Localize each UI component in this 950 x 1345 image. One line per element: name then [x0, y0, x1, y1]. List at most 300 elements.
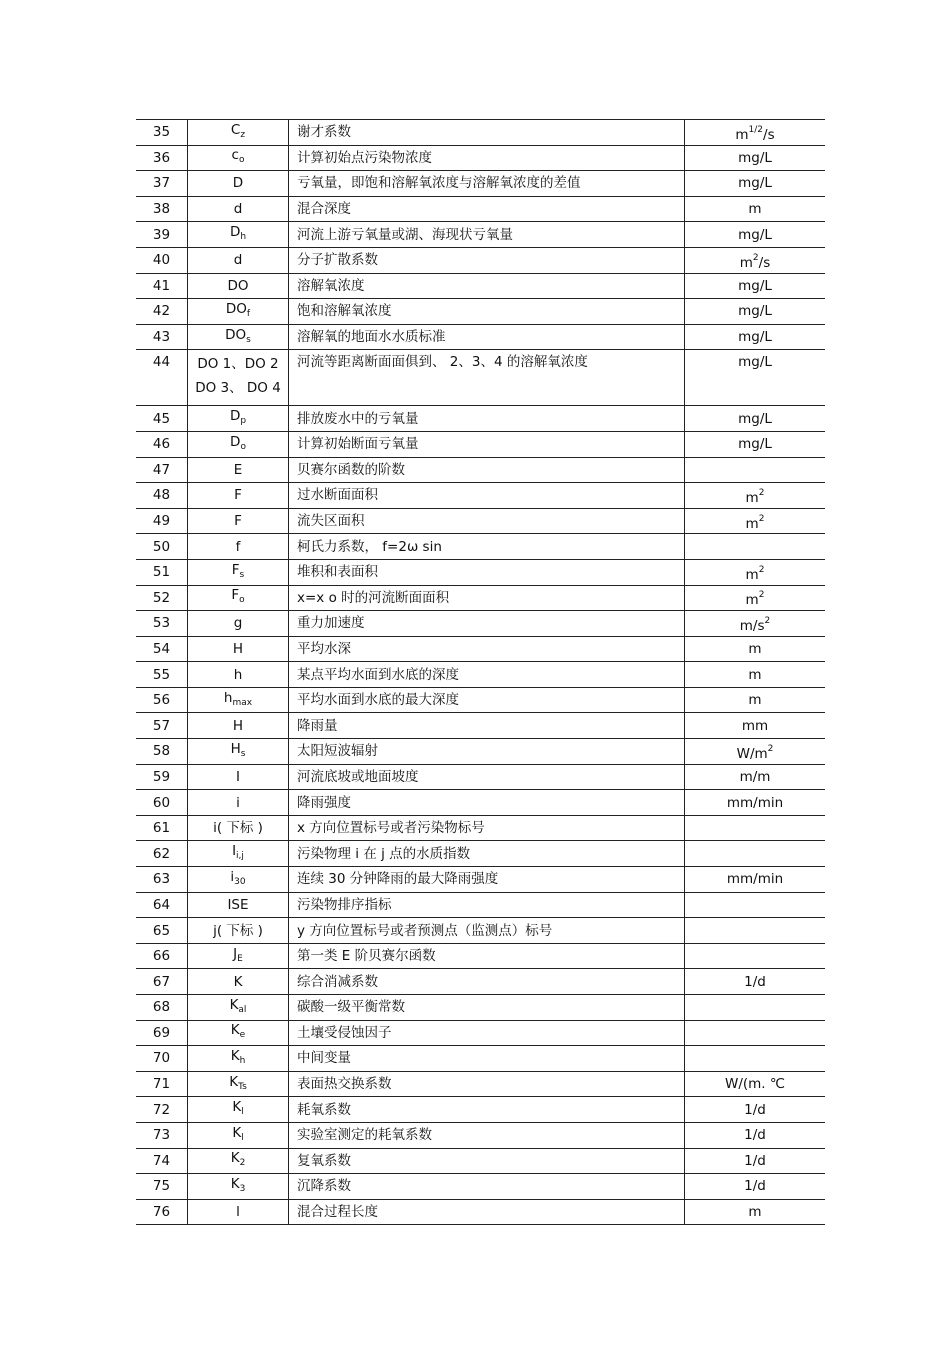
- symbol-text: I: [236, 768, 240, 785]
- description-cell: [289, 1097, 685, 1123]
- symbol-text-line1: DO 1、DO 2: [197, 356, 279, 373]
- description-text: 混合过程长度: [297, 1204, 378, 1221]
- unit-cell: [685, 222, 826, 248]
- row-number-cell: [136, 406, 188, 432]
- row-number: 45: [152, 410, 171, 427]
- row-number-cell: [136, 636, 188, 662]
- description-text: 河流等距离断面面俱到、 2、3、4 的溶解氧浓度: [297, 354, 588, 371]
- description-cell: [289, 171, 685, 197]
- unit-cell: [685, 431, 826, 457]
- table-row: [136, 1122, 825, 1148]
- description-cell: [289, 483, 685, 509]
- symbol-subscript: s: [240, 748, 246, 759]
- table-row: [136, 483, 825, 509]
- symbol-cell: [188, 892, 289, 918]
- unit-text: m: [745, 515, 759, 532]
- description-text: 计算初始断面亏氧量: [297, 436, 419, 453]
- description-cell: [289, 995, 685, 1021]
- symbol-subscript: h: [240, 232, 247, 243]
- description-cell: [289, 1199, 685, 1225]
- unit-text: m: [748, 640, 762, 657]
- description-text: 混合深度: [297, 201, 351, 218]
- symbol-cell: [188, 457, 289, 483]
- table-row: [136, 841, 825, 867]
- symbol-subscript: 30: [234, 876, 246, 887]
- unit-text: m: [745, 592, 759, 609]
- symbol-text: D: [232, 175, 244, 192]
- description-text: 平均水深: [297, 640, 351, 657]
- description-text: 平均水面到水底的最大深度: [297, 692, 459, 709]
- unit-cell: [685, 299, 826, 325]
- unit-cell: [685, 1174, 826, 1200]
- table-row: [136, 636, 825, 662]
- unit-text: mg/L: [738, 303, 772, 320]
- table-row: [136, 943, 825, 969]
- row-number: 41: [152, 277, 171, 294]
- row-number-cell: [136, 892, 188, 918]
- symbol-text: K: [229, 996, 239, 1013]
- symbol-text: K: [232, 1099, 242, 1116]
- description-text: 耗氧系数: [297, 1101, 351, 1118]
- symbol-text: K: [229, 1073, 239, 1090]
- table-row: [136, 1174, 825, 1200]
- description-text: y 方向位置标号或者预测点（监测点）标号: [297, 922, 553, 939]
- row-number: 49: [152, 513, 171, 530]
- unit-text: mg/L: [738, 354, 772, 371]
- row-number-cell: [136, 841, 188, 867]
- row-number: 47: [152, 461, 171, 478]
- symbol-cell: [188, 815, 289, 841]
- unit-text: mg/L: [738, 226, 772, 243]
- row-number: 60: [152, 794, 171, 811]
- symbol-text: D: [229, 408, 241, 425]
- row-number-cell: [136, 247, 188, 273]
- description-text: 河流底坡或地面坡度: [297, 768, 419, 785]
- table-row: [136, 171, 825, 197]
- description-text: 实验室测定的耗氧系数: [297, 1127, 432, 1144]
- description-text: 河流上游亏氧量或湖、海现状亏氧量: [297, 226, 513, 243]
- symbol-table-body: [136, 120, 825, 1225]
- description-cell: [289, 585, 685, 611]
- description-text: 土壤受侵蚀因子: [297, 1024, 392, 1041]
- unit-cell: [685, 483, 826, 509]
- row-number: 44: [152, 354, 171, 371]
- symbol-subscript: Ts: [238, 1081, 247, 1092]
- unit-cell: [685, 1148, 826, 1174]
- unit-text: mg/L: [738, 277, 772, 294]
- table-row: [136, 222, 825, 248]
- description-text: 综合消减系数: [297, 973, 378, 990]
- unit-text: 1/d: [744, 1152, 766, 1169]
- row-number: 46: [152, 436, 171, 453]
- unit-cell: [685, 120, 826, 146]
- unit-text: m: [739, 254, 753, 271]
- symbol-cell: [188, 120, 289, 146]
- symbol-text: C: [230, 121, 241, 138]
- description-cell: [289, 1046, 685, 1072]
- table-row: [136, 299, 825, 325]
- row-number: 54: [152, 640, 171, 657]
- unit-cell: [685, 508, 826, 534]
- description-cell: [289, 324, 685, 350]
- row-number-cell: [136, 508, 188, 534]
- symbol-cell: [188, 713, 289, 739]
- symbol-subscript: 2: [239, 1158, 246, 1169]
- symbol-text: F: [231, 587, 240, 604]
- description-cell: [289, 687, 685, 713]
- unit-text: m: [748, 692, 762, 709]
- row-number: 63: [152, 871, 171, 888]
- symbol-cell: [188, 687, 289, 713]
- description-cell: [289, 431, 685, 457]
- row-number: 62: [152, 845, 171, 862]
- description-text: 表面热交换系数: [297, 1076, 392, 1093]
- description-cell: [289, 713, 685, 739]
- symbol-text: DO: [225, 300, 247, 317]
- table-row: [136, 611, 825, 637]
- symbol-text: j( 下标 ): [213, 922, 263, 939]
- table-row: [136, 247, 825, 273]
- unit-cell: [685, 636, 826, 662]
- row-number-cell: [136, 1046, 188, 1072]
- unit-cell: [685, 196, 826, 222]
- description-text: 饱和溶解氧浓度: [297, 303, 392, 320]
- row-number: 58: [152, 743, 171, 760]
- table-row: [136, 918, 825, 944]
- symbol-cell: [188, 611, 289, 637]
- row-number: 59: [152, 768, 171, 785]
- unit-text: W/(m. ℃: [724, 1076, 786, 1093]
- unit-cell: [685, 790, 826, 816]
- table-row: [136, 995, 825, 1021]
- unit-cell: [685, 585, 826, 611]
- unit-cell: [685, 943, 826, 969]
- table-row: [136, 662, 825, 688]
- symbol-cell: [188, 299, 289, 325]
- symbol-cell: [188, 1020, 289, 1046]
- description-cell: [289, 273, 685, 299]
- row-number: 50: [152, 538, 171, 555]
- unit-superscript: 2: [758, 487, 765, 498]
- symbol-cell: [188, 1148, 289, 1174]
- row-number: 39: [152, 226, 171, 243]
- symbol-text: F: [234, 487, 242, 504]
- unit-superscript: 2: [767, 743, 774, 754]
- unit-text: m: [748, 201, 762, 218]
- row-number-cell: [136, 457, 188, 483]
- unit-text: mg/L: [738, 410, 772, 427]
- row-number: 56: [152, 692, 171, 709]
- table-row: [136, 1071, 825, 1097]
- symbol-subscript: l: [241, 1107, 244, 1118]
- row-number-cell: [136, 1174, 188, 1200]
- unit-cell: [685, 145, 826, 171]
- unit-text: 1/d: [744, 1127, 766, 1144]
- row-number: 65: [152, 922, 171, 939]
- description-cell: [289, 1148, 685, 1174]
- description-cell: [289, 662, 685, 688]
- symbol-text: f: [235, 538, 241, 555]
- unit-cell: [685, 171, 826, 197]
- unit-text: m: [748, 666, 762, 683]
- unit-cell: [685, 1122, 826, 1148]
- table-row: [136, 1199, 825, 1225]
- unit-superscript: 2: [764, 615, 771, 626]
- row-number-cell: [136, 483, 188, 509]
- description-cell: [289, 1122, 685, 1148]
- table-row: [136, 273, 825, 299]
- table-row: [136, 508, 825, 534]
- row-number-cell: [136, 222, 188, 248]
- symbol-cell: [188, 534, 289, 560]
- symbol-text: l: [236, 1204, 240, 1221]
- row-number-cell: [136, 867, 188, 893]
- symbol-cell: [188, 1046, 289, 1072]
- row-number: 55: [152, 666, 171, 683]
- row-number-cell: [136, 299, 188, 325]
- symbol-cell: [188, 1174, 289, 1200]
- unit-superscript: 2: [758, 564, 765, 575]
- description-text: 柯氏力系数， f=2ω sin: [297, 538, 442, 555]
- description-text: 太阳短波辐射: [297, 743, 378, 760]
- row-number: 57: [152, 717, 171, 734]
- unit-cell: [685, 815, 826, 841]
- table-row: [136, 764, 825, 790]
- unit-cell: [685, 406, 826, 432]
- description-cell: [289, 120, 685, 146]
- symbol-cell: [188, 350, 289, 406]
- unit-text: 1/d: [744, 973, 766, 990]
- description-cell: [289, 739, 685, 765]
- row-number-cell: [136, 1071, 188, 1097]
- unit-superscript: 1/2: [748, 124, 764, 135]
- row-number-cell: [136, 585, 188, 611]
- symbol-text: D: [230, 433, 241, 450]
- row-number: 74: [152, 1152, 171, 1169]
- description-cell: [289, 867, 685, 893]
- table-row: [136, 739, 825, 765]
- description-text: x=x o 时的河流断面面积: [297, 589, 450, 606]
- symbol-text: K: [230, 1175, 240, 1192]
- symbol-cell: [188, 636, 289, 662]
- unit-text: m: [748, 1204, 762, 1221]
- description-text: 堆积和表面积: [297, 564, 378, 581]
- symbol-text: c: [231, 147, 239, 164]
- description-text: 污染物理 i 在 j 点的水质指数: [297, 845, 471, 862]
- row-number: 35: [152, 124, 171, 141]
- description-cell: [289, 1174, 685, 1200]
- table-row: [136, 120, 825, 146]
- symbol-cell: [188, 585, 289, 611]
- symbol-cell: [188, 273, 289, 299]
- description-text: 第一类 E 阶贝赛尔函数: [297, 948, 436, 965]
- symbol-cell: [188, 324, 289, 350]
- symbol-text: J: [233, 945, 238, 962]
- row-number: 66: [152, 948, 171, 965]
- row-number-cell: [136, 1199, 188, 1225]
- symbol-cell: [188, 943, 289, 969]
- symbol-cell: [188, 196, 289, 222]
- description-cell: [289, 943, 685, 969]
- description-text: 溶解氧的地面水水质标准: [297, 329, 446, 346]
- row-number-cell: [136, 145, 188, 171]
- row-number-cell: [136, 943, 188, 969]
- row-number: 67: [152, 973, 171, 990]
- symbol-text: K: [233, 973, 243, 990]
- row-number-cell: [136, 171, 188, 197]
- symbol-subscript: o: [239, 595, 245, 606]
- row-number-cell: [136, 196, 188, 222]
- table-row: [136, 713, 825, 739]
- row-number-cell: [136, 713, 188, 739]
- symbol-table: [136, 119, 825, 1225]
- row-number: 64: [152, 896, 171, 913]
- row-number: 43: [152, 329, 171, 346]
- description-cell: [289, 559, 685, 585]
- unit-text: mg/L: [738, 149, 772, 166]
- symbol-cell: [188, 222, 289, 248]
- unit-cell: [685, 350, 826, 406]
- description-text: 过水断面面积: [297, 487, 378, 504]
- symbol-cell: [188, 247, 289, 273]
- unit-text: m: [735, 126, 749, 143]
- symbol-cell: [188, 145, 289, 171]
- table-row: [136, 1097, 825, 1123]
- unit-cell: [685, 841, 826, 867]
- row-number-cell: [136, 273, 188, 299]
- symbol-subscript: o: [238, 155, 245, 166]
- symbol-cell: [188, 662, 289, 688]
- description-cell: [289, 145, 685, 171]
- unit-cell: [685, 611, 826, 637]
- symbol-subscript: h: [239, 1055, 246, 1066]
- unit-cell: [685, 457, 826, 483]
- description-text: 中间变量: [297, 1050, 351, 1067]
- row-number: 36: [152, 149, 171, 166]
- row-number: 42: [152, 303, 171, 320]
- unit-text: mm/min: [726, 794, 784, 811]
- unit-text: m/m: [739, 768, 771, 785]
- symbol-text: DO: [227, 277, 249, 294]
- unit-cell: [685, 1097, 826, 1123]
- unit-text: m: [745, 566, 759, 583]
- table-row: [136, 457, 825, 483]
- description-cell: [289, 841, 685, 867]
- description-text: 计算初始点污染物浓度: [297, 149, 432, 166]
- description-text: 污染物排序指标: [297, 896, 392, 913]
- row-number-cell: [136, 995, 188, 1021]
- description-cell: [289, 764, 685, 790]
- description-cell: [289, 790, 685, 816]
- row-number-cell: [136, 662, 188, 688]
- row-number-cell: [136, 764, 188, 790]
- symbol-subscript: o: [240, 441, 246, 452]
- unit-cell: [685, 559, 826, 585]
- symbol-cell: [188, 764, 289, 790]
- row-number: 72: [152, 1101, 171, 1118]
- row-number-cell: [136, 1020, 188, 1046]
- description-cell: [289, 636, 685, 662]
- symbol-subscript: s: [246, 334, 251, 345]
- row-number: 71: [152, 1076, 171, 1093]
- symbol-cell: [188, 867, 289, 893]
- symbol-cell: [188, 1097, 289, 1123]
- row-number: 38: [152, 201, 171, 218]
- row-number-cell: [136, 918, 188, 944]
- table-row: [136, 815, 825, 841]
- row-number-cell: [136, 324, 188, 350]
- symbol-subscript: l: [241, 1132, 244, 1143]
- unit-text: m: [745, 489, 759, 506]
- description-text: 贝赛尔函数的阶数: [297, 461, 405, 478]
- unit-cell: [685, 969, 826, 995]
- table-row: [136, 892, 825, 918]
- row-number: 53: [152, 615, 171, 632]
- row-number: 73: [152, 1127, 171, 1144]
- unit-cell: [685, 662, 826, 688]
- symbol-cell: [188, 995, 289, 1021]
- symbol-cell: [188, 171, 289, 197]
- symbol-text: D: [229, 224, 241, 241]
- symbol-text: K: [230, 1022, 240, 1039]
- table-row: [136, 585, 825, 611]
- table-row: [136, 867, 825, 893]
- unit-superscript: 2: [758, 513, 765, 524]
- row-number-cell: [136, 687, 188, 713]
- table-row: [136, 406, 825, 432]
- row-number-cell: [136, 1097, 188, 1123]
- symbol-text: F: [231, 561, 240, 578]
- table-row: [136, 1046, 825, 1072]
- unit-cell: [685, 247, 826, 273]
- symbol-cell: [188, 406, 289, 432]
- unit-suffix: /s: [758, 254, 771, 271]
- symbol-text: H: [232, 640, 244, 657]
- symbol-text: i( 下标 ): [213, 820, 263, 837]
- symbol-text: h: [233, 666, 243, 683]
- row-number-cell: [136, 611, 188, 637]
- description-text: 溶解氧浓度: [297, 277, 365, 294]
- symbol-text: d: [233, 201, 243, 218]
- symbol-text: I: [232, 843, 237, 860]
- row-number: 68: [152, 999, 171, 1016]
- table-row: [136, 145, 825, 171]
- symbol-subscript: p: [240, 416, 247, 427]
- symbol-subscript: z: [240, 129, 246, 140]
- symbol-cell: [188, 841, 289, 867]
- symbol-cell: [188, 739, 289, 765]
- row-number-cell: [136, 431, 188, 457]
- description-cell: [289, 611, 685, 637]
- symbol-subscript: s: [239, 569, 245, 580]
- unit-cell: [685, 273, 826, 299]
- unit-text: mg/L: [738, 175, 772, 192]
- description-text: 降雨量: [297, 717, 338, 734]
- unit-cell: [685, 1199, 826, 1225]
- symbol-subscript: f: [246, 308, 251, 319]
- symbol-text: i: [230, 868, 235, 885]
- symbol-text: d: [233, 252, 243, 269]
- symbol-text: E: [233, 461, 243, 478]
- table-row: [136, 969, 825, 995]
- symbol-text-line2: DO 3、 DO 4: [195, 380, 281, 397]
- description-cell: [289, 534, 685, 560]
- description-text: 重力加速度: [297, 615, 365, 632]
- symbol-cell: [188, 483, 289, 509]
- table-row: [136, 431, 825, 457]
- unit-cell: [685, 867, 826, 893]
- symbol-cell: [188, 559, 289, 585]
